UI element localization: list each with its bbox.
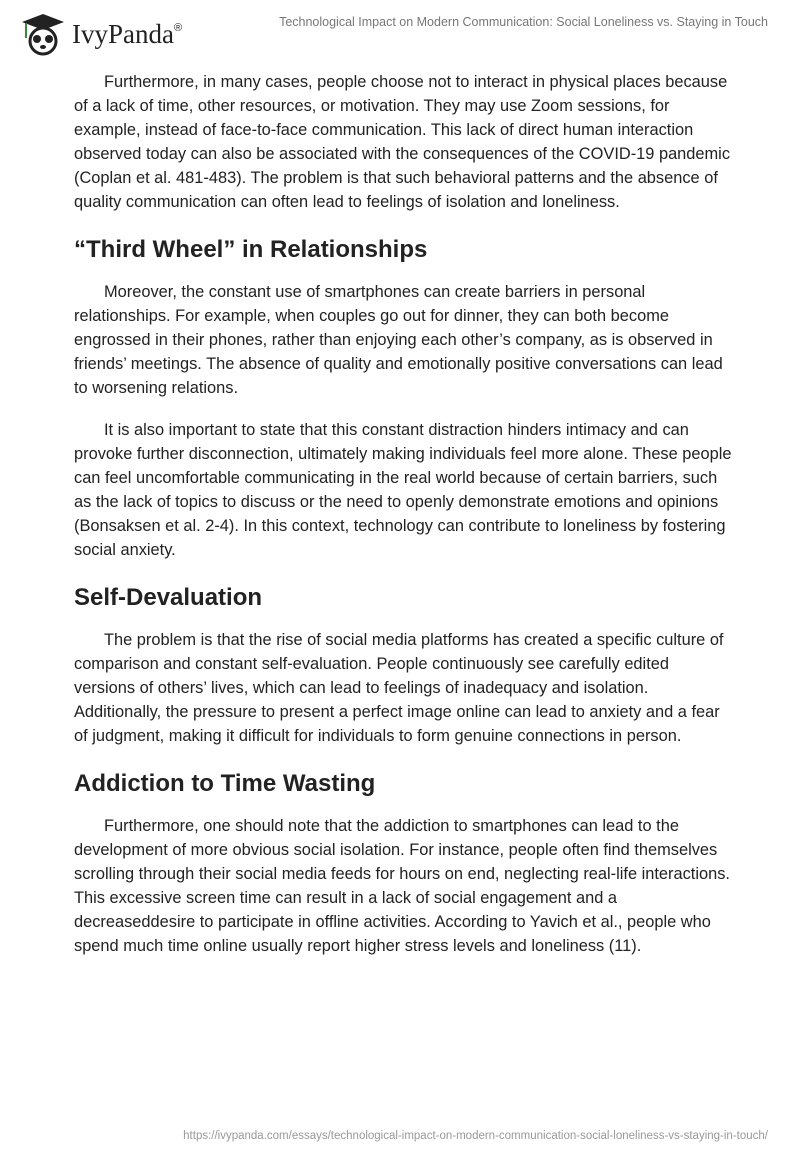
essay-body [74, 70, 734, 976]
paragraph: The problem is that the rise of social media platforms has created a specific culture of comparison and constant self-evaluation. People continuously see carefully edited versions of others’ lives, which can lead to feelings of inadequacy and isolation. Additionally, the pressure to present a perfect image online can lead to anxiety and a fear of judgment, making it difficult for individuals to form genuine connections in person. [74, 631, 724, 745]
logo-text: IvyPanda [72, 18, 174, 49]
paragraph: It is also important to state that this constant distraction hinders intimacy and can provoke further disconnection, ultimately making individuals feel more alone. These people can feel uncomfortable communicating in the real world because of certain barriers, such as the lack of topics to discuss or the need to openly demonstrate emotions and opinions (Bonsaksen et al. 2-4). In this context, technology can contribute to loneliness by fostering social anxiety. [74, 421, 732, 559]
source-url[interactable]: https://ivypanda.com/essays/technological-impact-on-modern-communication-social-loneliness-vs-staying-in-touch/ [183, 1130, 768, 1142]
paragraph: Moreover, the constant use of smartphones can create barriers in personal relationships. For example, when couples go out for dinner, they can both become engrossed in their phones, rather than enjoying each other’s company, as is observed in friends’ meetings. The absence of quality and emotionally positive conversations can lead to worsening relations. [74, 283, 723, 397]
paragraph: Furthermore, one should note that the addiction to smartphones can lead to the development of more obvious social isolation. For instance, people often find themselves scrolling through their social media feeds for hours on end, neglecting real-life interactions. This excessive screen time can result in a lack of social engagement and a decreaseddesire to participate in offline activities. According to Yavich et al., people who spend much time online usually report higher stress levels and loneliness (11). [74, 817, 730, 955]
ivypanda-logo[interactable] [18, 12, 182, 56]
section-heading: Self-Devaluation [74, 584, 263, 611]
panda-graduate-icon [18, 12, 68, 56]
document-title: Technological Impact on Modern Communication: Social Loneliness vs. Staying in Touch [279, 15, 768, 29]
registered-mark: ® [173, 22, 183, 34]
section-heading: “Third Wheel” in Relationships [74, 236, 428, 263]
paragraph: Furthermore, in many cases, people choose not to interact in physical places because of a lack of time, other resources, or motivation. They may use Zoom sessions, for example, instead of face-to-face communication. This lack of direct human interaction observed today can also be associated with the consequences of the COVID-19 pandemic (Coplan et al. 481-483). The problem is that such behavioral patterns and the absence of quality communication can often lead to feelings of isolation and loneliness. [74, 73, 731, 211]
section-heading: Addiction to Time Wasting [74, 770, 376, 797]
